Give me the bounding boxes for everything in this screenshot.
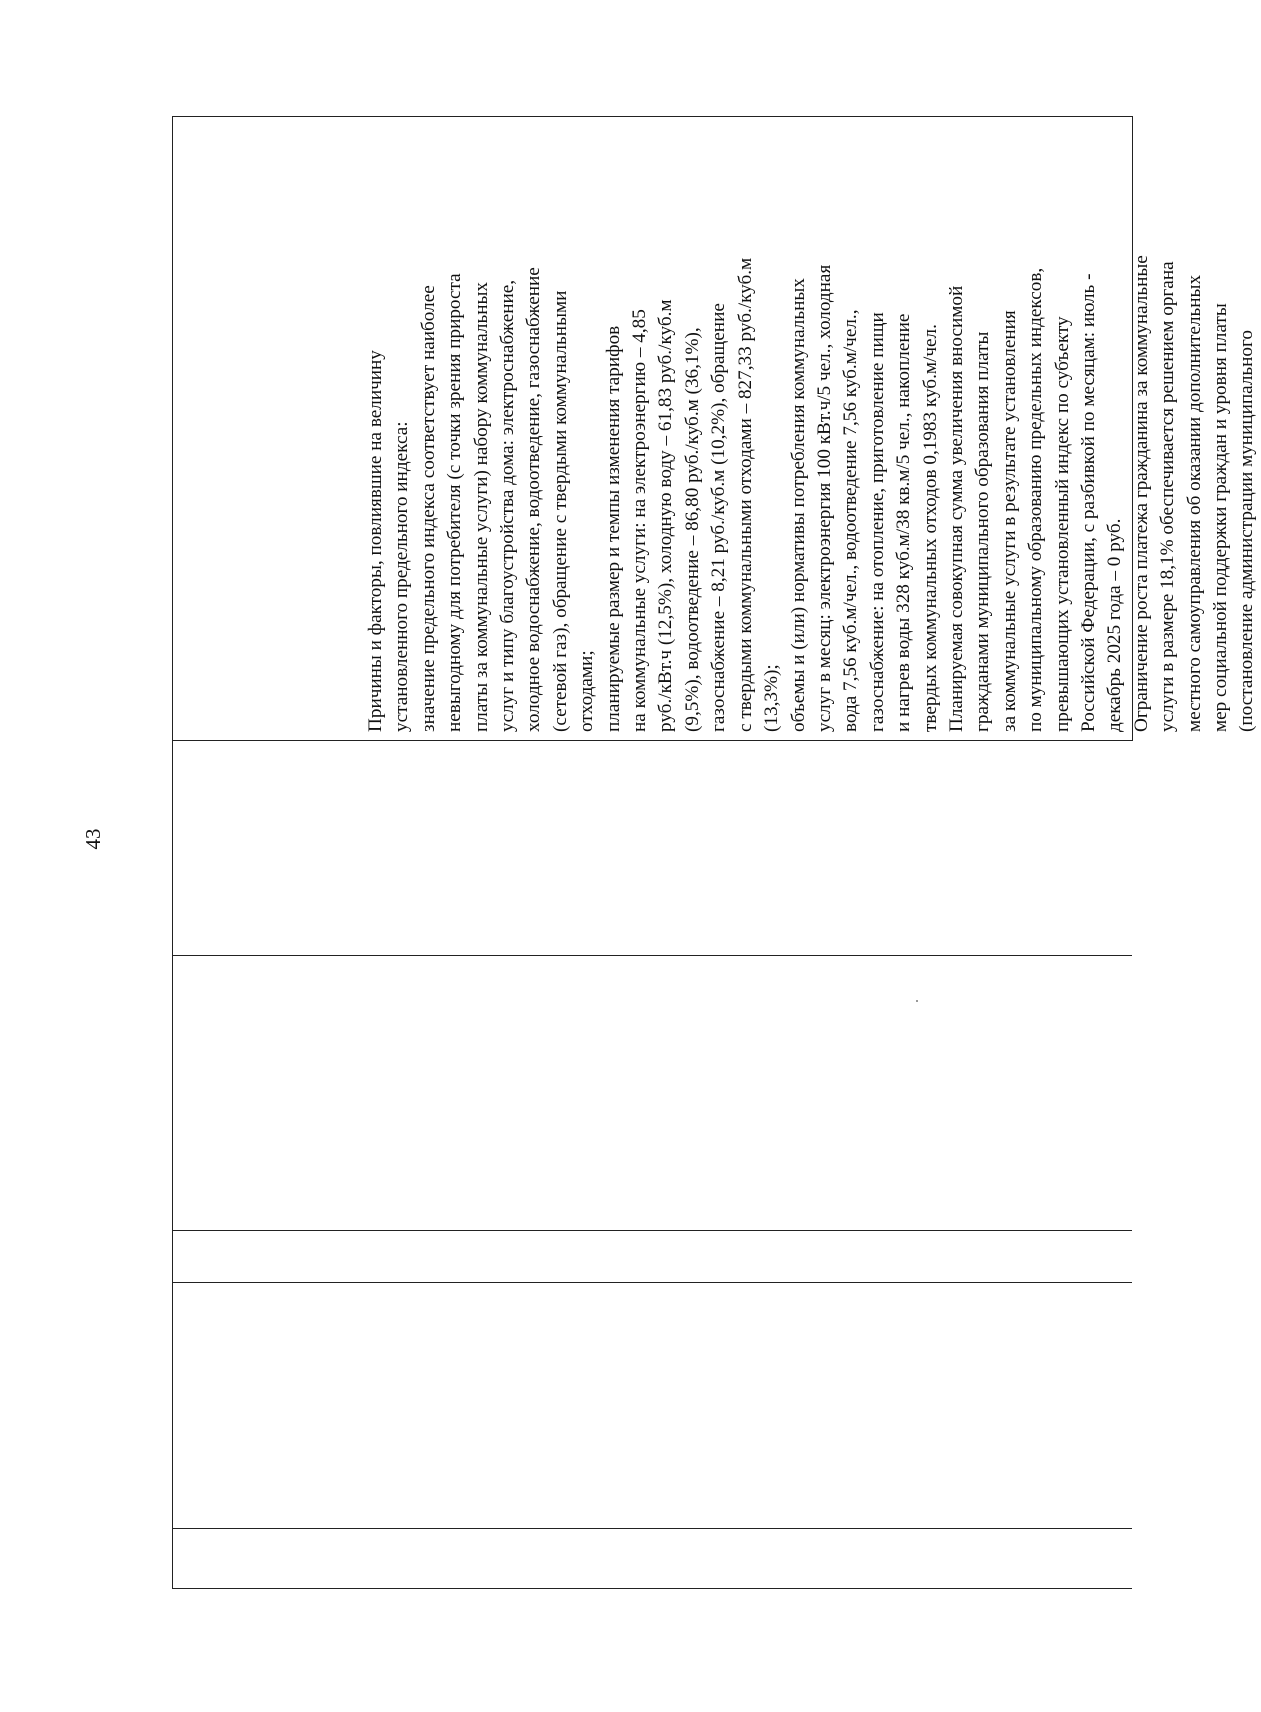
page-number: 43 (81, 828, 105, 850)
table-row-divider-5 (172, 1528, 1132, 1529)
paragraph-volumes: объемы и (или) нормативы потребления коммунальных услуг в месяц: электроэнергия 100 кВт.ч/5 чел., холодная вода 7,56 куб.м/чел., водоотведение 7,56 куб.м/чел., газоснабжение: на отопление, приготовление пищи и нагрев воды 328 куб.м/38 кв.м/5 чел., накопление твердых коммунальных отходов 0,1983 куб.м/чел. (787, 264, 941, 732)
table-row-divider-6 (172, 1588, 1132, 1589)
table-right-border (172, 116, 1132, 117)
table-row-divider-3 (172, 1230, 1132, 1231)
paragraph-total-increase: Планируемая совокупная сумма увеличения вносимой гражданами муниципального образования платы за коммунальные услуги в результате установления по муниципальному образованию предельных индексов, превышающих установленный индекс по субъекту Российской Федерации, с разбивкой по месяцам: июль - декабрь 2025 года – 0 руб. (945, 267, 1126, 732)
scan-speck (916, 1000, 918, 1002)
paragraph-factors: Причины и факторы, повлиявшие на величину установленного предельного индекса: значение предельного индекса соответствует наиболее невыгодному для потребителя (с точки зрения прироста платы за коммунальные услуги) набору коммунальных услуг и типу благоустройства дома: электроснабжение, холодное водоснабжение, водоотведение, газоснабжение (сетевой газ), обращение с твердыми коммунальными отходами; (365, 267, 598, 732)
paragraph-limitation: Ограничение роста платежа гражданина за коммунальные услуги в размере 18,1% обеспечивается решением органа местного самоуправления об оказании дополнительных мер социальной поддержки граждан и уровня платы (постановление администрации муниципального (1130, 255, 1258, 732)
table-row-divider-1 (172, 740, 1132, 741)
table-row-divider-2 (172, 955, 1132, 956)
paragraph-tariffs: планируемые размер и темпы изменения тарифов на коммунальные услуги: на электроэнергию – 4,85 руб./кВт.ч (12,5%), холодную воду – 61,83 руб./куб.м (9,5%), водоотведение – 86,80 руб./куб.м (36,1%), газоснабжение – 8,21 руб./куб.м (10,2%), обращение с твердыми коммунальными отходами – 827,33 руб./куб.м (13,3%); (602, 257, 783, 732)
table-text-cell (359, 118, 1258, 736)
table-left-border (172, 116, 173, 1588)
table-row-divider-4 (172, 1282, 1132, 1283)
